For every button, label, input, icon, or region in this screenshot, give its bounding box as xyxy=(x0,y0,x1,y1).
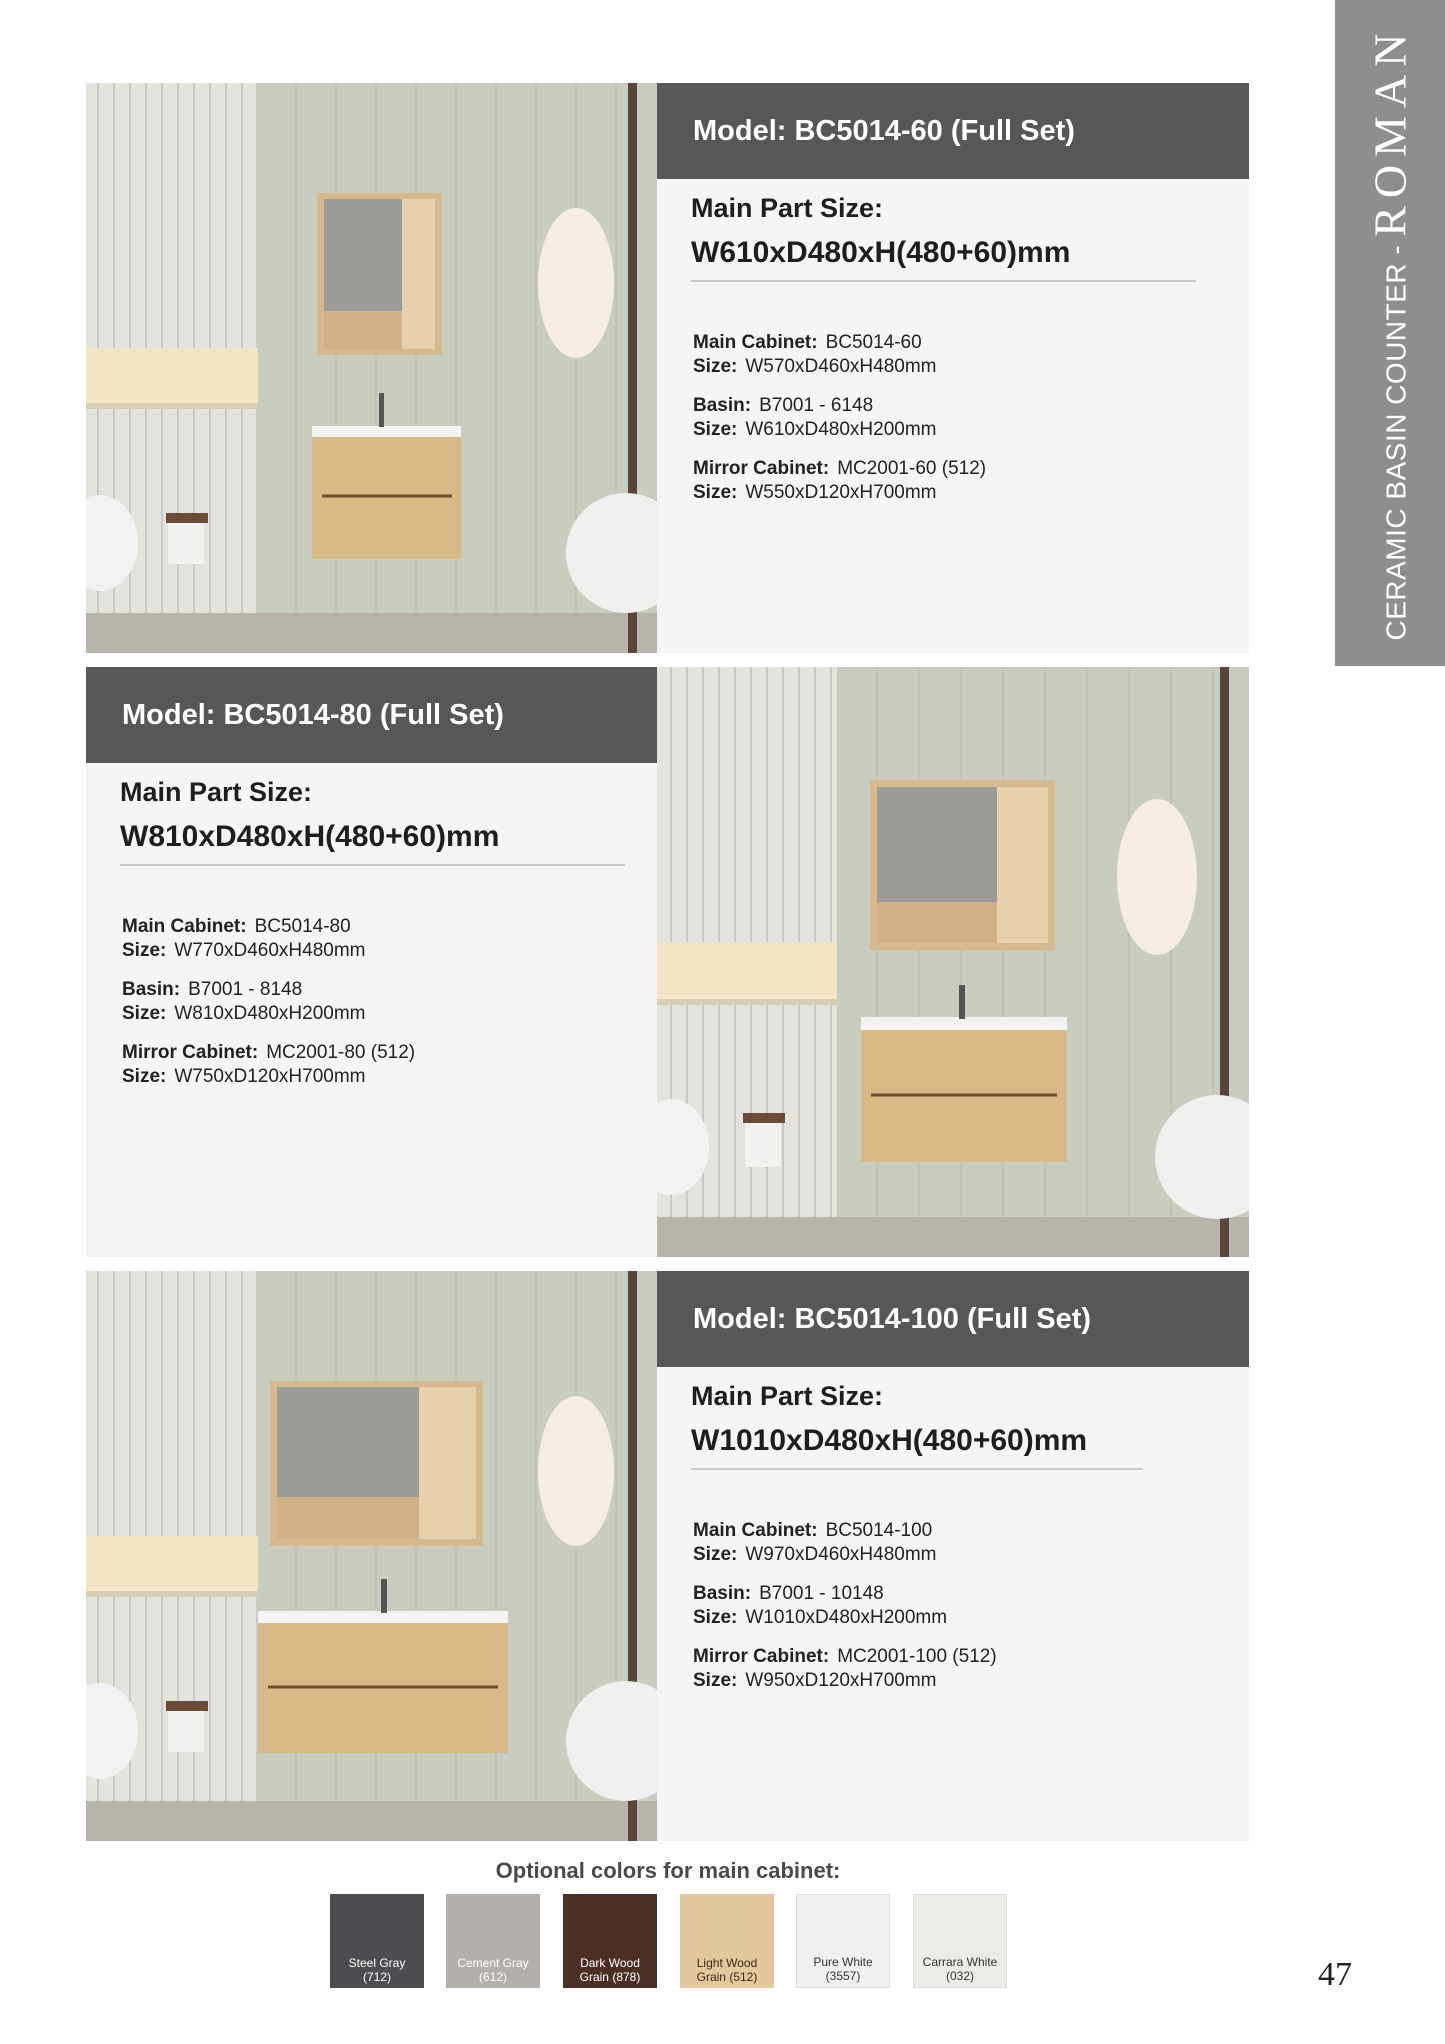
swatch-code: (032) xyxy=(945,1969,974,1983)
swatch-name: Pure White xyxy=(813,1955,873,1969)
spec-basin xyxy=(122,978,415,1026)
size-label: Size: xyxy=(693,1670,738,1691)
spec-mirror-cabinet xyxy=(122,1041,415,1089)
color-swatch-carrara-white xyxy=(913,1894,1007,1988)
model-title-bar xyxy=(657,1271,1249,1367)
spec-value: BC5014-60 xyxy=(825,332,922,353)
spec-value: MC2001-80 (512) xyxy=(266,1042,416,1063)
swatch-name: Steel Gray xyxy=(348,1956,406,1970)
main-size-label: Main Part Size: xyxy=(691,193,884,223)
product-photo-2 xyxy=(657,667,1249,1257)
spec-label: Main Cabinet: xyxy=(122,916,247,937)
spec-value: MC2001-60 (512) xyxy=(837,458,987,479)
model-title: Model: BC5014-80 (Full Set) xyxy=(122,698,504,731)
spec-label: Basin: xyxy=(693,1583,752,1604)
swatch-code: (612) xyxy=(478,1970,507,1984)
swatch-code: (712) xyxy=(362,1970,391,1984)
spec-label: Main Cabinet: xyxy=(693,1520,818,1541)
swatch-name: Light Wood xyxy=(696,1956,758,1970)
swatch-label xyxy=(330,1956,424,1984)
swatch-label xyxy=(914,1955,1006,1983)
spec-value: BC5014-100 xyxy=(825,1520,933,1541)
swatch-label xyxy=(563,1956,657,1984)
main-size-block xyxy=(691,193,1070,270)
swatch-name: Cement Gray xyxy=(457,1956,529,1970)
side-tab-text xyxy=(1364,26,1417,641)
size-value: W550xD120xH700mm xyxy=(745,482,937,503)
size-value: W950xD120xH700mm xyxy=(745,1670,937,1691)
spec-value: MC2001-100 (512) xyxy=(837,1646,997,1667)
size-label: Size: xyxy=(693,482,738,503)
model-title: Model: BC5014-60 (Full Set) xyxy=(693,114,1075,147)
spec-list xyxy=(693,1519,997,1708)
spec-value: B7001 - 10148 xyxy=(759,1583,884,1604)
size-value: W610xD480xH200mm xyxy=(745,419,937,440)
main-size-value: W610xD480xH(480+60)mm xyxy=(691,236,1071,269)
brand-name: ROMAN xyxy=(1364,25,1416,237)
spec-label: Main Cabinet: xyxy=(693,332,818,353)
spec-label: Mirror Cabinet: xyxy=(122,1042,259,1063)
bathroom-illustration xyxy=(86,1271,657,1841)
swatch-label xyxy=(797,1955,889,1983)
spec-list xyxy=(122,915,415,1104)
size-value: W1010xD480xH200mm xyxy=(745,1607,948,1628)
page-number: 47 xyxy=(1318,1956,1352,1993)
series-label: CERAMIC BASIN COUNTER - xyxy=(1380,244,1412,641)
size-value: W750xD120xH700mm xyxy=(174,1066,366,1087)
size-label: Size: xyxy=(693,1607,738,1628)
spec-basin xyxy=(693,394,986,442)
size-value: W570xD460xH480mm xyxy=(745,356,937,377)
spec-main-cabinet xyxy=(693,331,986,379)
spec-value: B7001 - 8148 xyxy=(188,979,303,1000)
swatch-name: Dark Wood xyxy=(580,1956,640,1970)
color-swatch-steel-gray xyxy=(330,1894,424,1988)
size-label: Size: xyxy=(122,1003,167,1024)
size-label: Size: xyxy=(693,1544,738,1565)
bathroom-illustration xyxy=(657,667,1249,1257)
product-panel-3 xyxy=(657,1271,1249,1841)
swatch-code: Grain (512) xyxy=(696,1970,758,1984)
spec-label: Basin: xyxy=(122,979,181,1000)
main-size-label: Main Part Size: xyxy=(120,777,313,807)
spec-basin xyxy=(693,1582,997,1630)
color-swatch-dark-wood xyxy=(563,1894,657,1988)
divider xyxy=(691,280,1196,282)
spec-list xyxy=(693,331,986,520)
product-photo-1 xyxy=(86,83,657,653)
spec-mirror-cabinet xyxy=(693,1645,997,1693)
size-label: Size: xyxy=(122,940,167,961)
product-photo-3 xyxy=(86,1271,657,1841)
spec-value: BC5014-80 xyxy=(254,916,351,937)
size-value: W810xD480xH200mm xyxy=(174,1003,366,1024)
model-title: Model: BC5014-100 (Full Set) xyxy=(693,1302,1092,1335)
divider xyxy=(120,864,625,866)
model-title-bar xyxy=(657,83,1249,179)
swatch-code: (3557) xyxy=(825,1969,861,1983)
spec-value: B7001 - 6148 xyxy=(759,395,874,416)
model-title-bar xyxy=(86,667,657,763)
swatch-name: Carrara White xyxy=(922,1955,998,1969)
divider xyxy=(691,1468,1143,1470)
swatch-code: Grain (878) xyxy=(579,1970,641,1984)
swatch-label xyxy=(446,1956,540,1984)
size-value: W770xD460xH480mm xyxy=(174,940,366,961)
spec-main-cabinet xyxy=(693,1519,997,1567)
swatch-label xyxy=(680,1956,774,1984)
product-panel-2 xyxy=(86,667,657,1257)
size-value: W970xD460xH480mm xyxy=(745,1544,937,1565)
product-panel-1 xyxy=(657,83,1249,653)
size-label: Size: xyxy=(693,419,738,440)
spec-main-cabinet xyxy=(122,915,415,963)
color-swatch-pure-white xyxy=(796,1894,890,1988)
size-label: Size: xyxy=(122,1066,167,1087)
color-swatch-light-wood xyxy=(680,1894,774,1988)
main-size-block xyxy=(120,777,499,854)
size-label: Size: xyxy=(693,356,738,377)
color-swatch-cement-gray xyxy=(446,1894,540,1988)
side-tab xyxy=(1335,0,1445,666)
main-size-label: Main Part Size: xyxy=(691,1381,884,1411)
main-size-block xyxy=(691,1381,1087,1458)
colors-title: Optional colors for main cabinet: xyxy=(495,1858,841,1883)
bathroom-illustration xyxy=(86,83,657,653)
spec-label: Mirror Cabinet: xyxy=(693,458,830,479)
spec-mirror-cabinet xyxy=(693,457,986,505)
main-size-value: W810xD480xH(480+60)mm xyxy=(120,820,500,853)
main-size-value: W1010xD480xH(480+60)mm xyxy=(691,1424,1088,1457)
spec-label: Mirror Cabinet: xyxy=(693,1646,830,1667)
spec-label: Basin: xyxy=(693,395,752,416)
